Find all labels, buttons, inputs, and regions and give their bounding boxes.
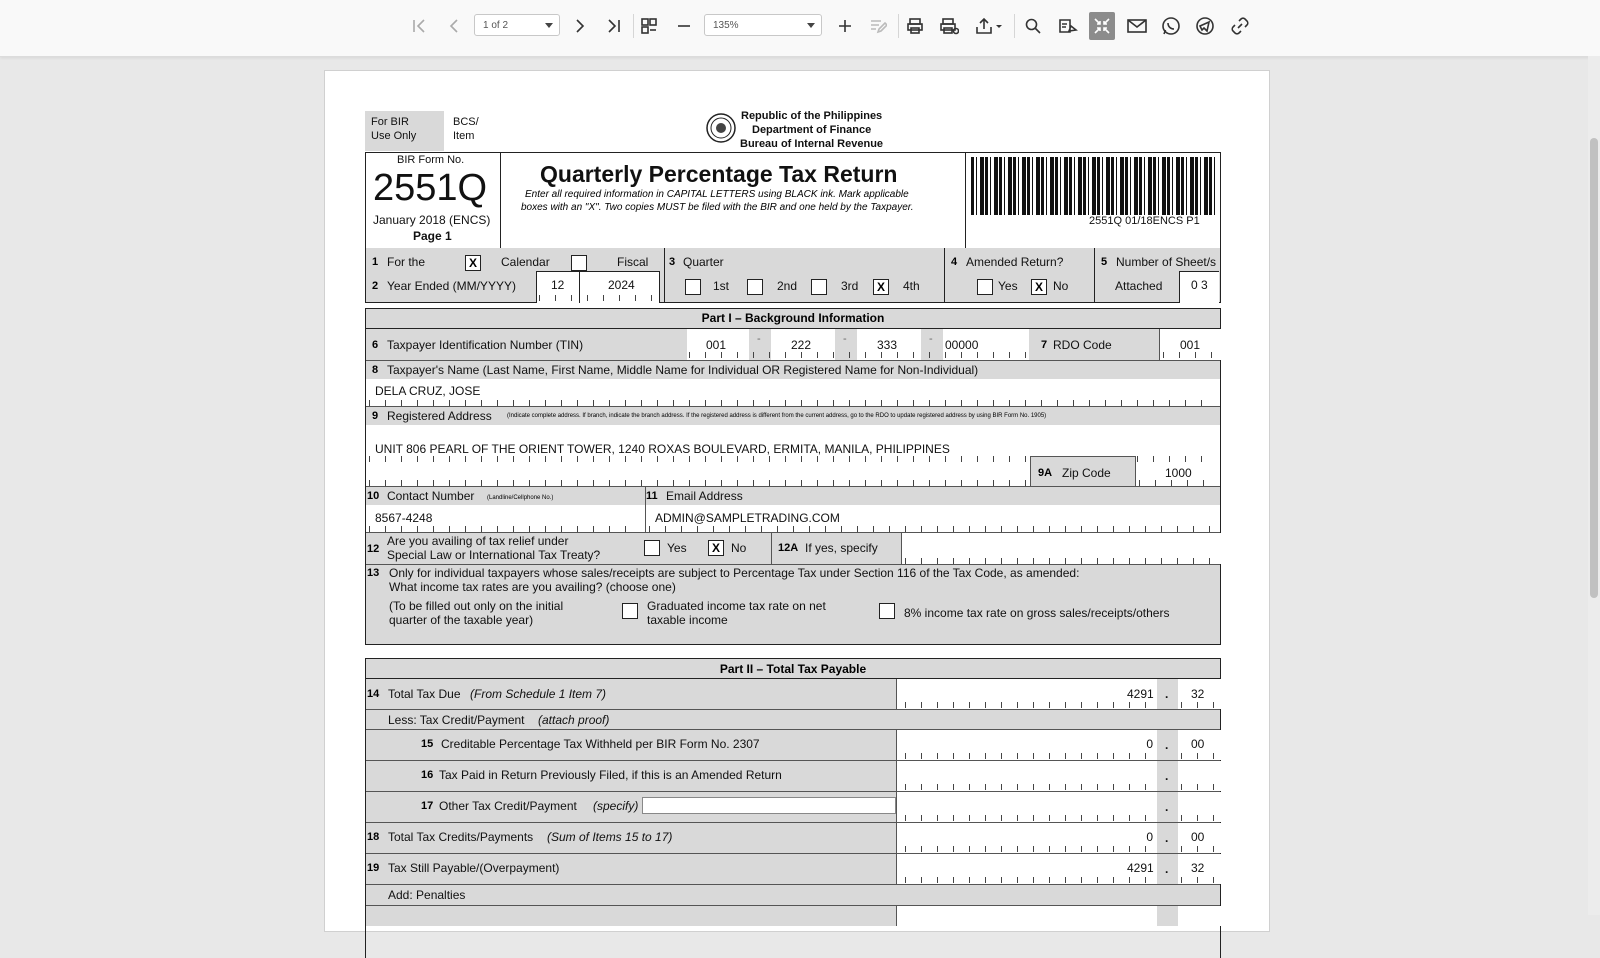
item-4-number: 4 <box>951 256 958 268</box>
instructions-line-1: Enter all required information in CAPITAL LETTERS using BLACK ink. Mark applicable <box>525 189 909 200</box>
item-10-number: 10 <box>367 490 380 502</box>
graduated-rate-label-line-2: taxable income <box>647 613 728 627</box>
for-bir-label: For BIR <box>371 116 409 128</box>
item-5-number: 5 <box>1101 256 1108 268</box>
zoom-out-icon[interactable] <box>672 12 696 40</box>
item-7-label: RDO Code <box>1053 338 1112 352</box>
item-17-note: (specify) <box>593 799 639 813</box>
thumbnails-icon[interactable] <box>637 12 661 40</box>
item-16-decimal-point: . <box>1165 769 1169 783</box>
item-3-number: 3 <box>669 256 676 268</box>
fit-page-icon[interactable] <box>1089 12 1115 40</box>
item-14-number: 14 <box>367 688 380 700</box>
month-value: 12 <box>551 278 565 292</box>
items-1-5-row <box>365 248 1221 303</box>
for-bir-use-box <box>365 111 444 151</box>
item-18-label: Total Tax Credits/Payments <box>388 830 534 844</box>
item-14-note: (From Schedule 1 Item 7) <box>470 687 607 701</box>
item-11-label: Email Address <box>666 489 743 503</box>
item-15-decimal-point: . <box>1165 738 1169 752</box>
republic-label: Republic of the Philippines <box>741 110 883 122</box>
tin-part-3: 333 <box>877 338 898 352</box>
item-15-number: 15 <box>421 738 434 750</box>
item-9a-label: Zip Code <box>1062 466 1111 480</box>
quarter-1st-checkbox[interactable] <box>685 279 701 295</box>
bureau-label: Bureau of Internal Revenue <box>740 138 884 150</box>
email-icon[interactable] <box>1124 12 1150 40</box>
calendar-checkbox[interactable]: X <box>465 255 481 271</box>
item-13-number: 13 <box>367 567 380 579</box>
attached-label: Attached <box>1115 279 1163 293</box>
tax-relief-yes-checkbox[interactable] <box>644 540 660 556</box>
item-17-label: Other Tax Credit/Payment <box>439 799 577 813</box>
vertical-scrollbar[interactable] <box>1588 56 1600 915</box>
item-12-label-line-2: Special Law or International Tax Treaty? <box>387 548 601 562</box>
item-17-number: 17 <box>421 800 434 812</box>
tax-relief-yes-label: Yes <box>667 541 687 555</box>
tin-part-2: 222 <box>791 338 812 352</box>
item-8-number: 8 <box>372 364 379 376</box>
scrollbar-thumb[interactable] <box>1590 138 1598 598</box>
part-1-title: Part I – Background Information <box>701 311 885 325</box>
item-14-amount-decimal: 32 <box>1191 687 1205 701</box>
registered-address-value: UNIT 806 PEARL OF THE ORIENT TOWER, 1240 ROXAS BOULEVARD, ERMITA, MANILA, PHILIPPINES <box>375 442 950 456</box>
item-8-label: Taxpayer's Name (Last Name, First Name, Middle Name for Individual OR Registered Name for Non-Individual) <box>387 363 979 377</box>
form-number: 2551Q <box>373 167 488 209</box>
item-3-label: Quarter <box>683 255 724 269</box>
item-19-decimal-point: . <box>1165 862 1169 876</box>
tin-dash-3: - <box>929 333 933 345</box>
tax-relief-no-label: No <box>731 541 747 555</box>
sheets-value: 0 3 <box>1191 278 1208 292</box>
quarter-2nd-checkbox[interactable] <box>747 279 763 295</box>
quarter-2nd-label: 2nd <box>777 279 798 293</box>
less-tax-credit-label: Less: Tax Credit/Payment <box>388 713 525 727</box>
item-14-amount-integer: 4291 <box>1127 687 1154 701</box>
print-options-icon[interactable] <box>936 12 962 40</box>
item-17-decimal-point: . <box>1165 800 1169 814</box>
item-5-label: Number of Sheet/s <box>1116 255 1217 269</box>
first-page-icon[interactable] <box>407 12 431 40</box>
item-12-label-line-1: Are you availing of tax relief under <box>387 534 569 548</box>
quarter-4th-checkbox[interactable]: X <box>873 279 889 295</box>
eight-percent-rate-checkbox[interactable] <box>879 603 895 619</box>
fiscal-checkbox[interactable] <box>571 255 587 271</box>
item-18-decimal-point: . <box>1165 831 1169 845</box>
item-6-number: 6 <box>372 339 379 351</box>
barcode <box>971 157 1215 215</box>
less-tax-credit-note: (attach proof) <box>538 713 610 727</box>
other-tax-credit-specify-input[interactable] <box>642 797 896 814</box>
item-18-amount-decimal: 00 <box>1191 830 1205 844</box>
instructions-line-2: boxes with an "X". Two copies MUST be filed with the BIR and one held by the Taxpayer. <box>521 202 914 213</box>
item-1-number: 1 <box>372 256 379 268</box>
use-only-label: Use Only <box>371 130 417 142</box>
item-19-label: Tax Still Payable/(Overpayment) <box>388 861 560 875</box>
item-18-amount-integer: 0 <box>1146 830 1153 844</box>
print-icon[interactable] <box>902 12 928 40</box>
item-14-label: Total Tax Due <box>388 687 461 701</box>
item-label: Item <box>453 130 475 142</box>
next-page-icon[interactable] <box>568 12 592 40</box>
item-13-label-line-1: Only for individual taxpayers whose sales/receipts are subject to Percentage Tax under Section 116 of the Tax Code, as amended: <box>389 566 1080 580</box>
quarter-3rd-checkbox[interactable] <box>811 279 827 295</box>
form-title: Quarterly Percentage Tax Return <box>540 161 898 187</box>
contact-number-value[interactable]: 8567-4248 <box>375 511 433 525</box>
eight-percent-rate-label: 8% income tax rate on gross sales/receipts/others <box>904 606 1170 620</box>
item-19-amount-decimal: 32 <box>1191 861 1205 875</box>
zoom-select-value: 135% <box>713 19 739 31</box>
item-15-label: Creditable Percentage Tax Withheld per BIR Form No. 2307 <box>441 737 760 751</box>
zoom-select[interactable] <box>704 14 822 36</box>
bir-seal-icon <box>706 113 736 143</box>
form-no-label: BIR Form No. <box>397 154 465 166</box>
item-13-label-line-2: What income tax rates are you availing? (choose one) <box>389 580 676 594</box>
amended-yes-label: Yes <box>998 279 1018 293</box>
item-18-note: (Sum of Items 15 to 17) <box>547 830 673 844</box>
department-label: Department of Finance <box>752 124 872 136</box>
taxpayer-name-value: DELA CRUZ, JOSE <box>375 384 481 398</box>
zoom-in-icon[interactable] <box>833 12 857 40</box>
edit-form-icon[interactable] <box>866 12 890 40</box>
item-9-note: (Indicate complete address. If branch, indicate the branch address. If the registered address is different from the current address, go to the RDO to update registered address by using BIR Form No. 1905) <box>507 413 1047 419</box>
item-14-decimal-point: . <box>1165 687 1169 701</box>
quarter-3rd-label: 3rd <box>841 279 859 293</box>
item-15-amount-decimal: 00 <box>1191 737 1205 751</box>
item-15-amount-integer: 0 <box>1146 737 1153 751</box>
page-select[interactable] <box>474 14 560 36</box>
share-export-icon[interactable] <box>972 12 1006 40</box>
year-value: 2024 <box>608 278 635 292</box>
item-9-number: 9 <box>372 410 379 422</box>
part-2-title: Part II – Total Tax Payable <box>719 662 867 676</box>
last-page-icon[interactable] <box>602 12 626 40</box>
add-penalties-label: Add: Penalties <box>388 888 466 902</box>
tin-part-4: 00000 <box>945 338 979 352</box>
bcs-label: BCS/ <box>453 116 479 128</box>
quarter-4th-label: 4th <box>903 279 920 293</box>
item-11-number: 11 <box>646 490 658 502</box>
item-12-number: 12 <box>367 543 380 555</box>
item-12a-label: If yes, specify <box>805 541 878 555</box>
previous-page-icon[interactable] <box>442 12 466 40</box>
item-2-label: Year Ended (MM/YYYY) <box>387 279 516 293</box>
graduated-rate-checkbox[interactable] <box>622 603 638 619</box>
item-6-label: Taxpayer Identification Number (TIN) <box>387 338 584 352</box>
amended-yes-checkbox[interactable] <box>977 279 993 295</box>
quarter-1st-label: 1st <box>713 279 730 293</box>
page-select-value: 1 of 2 <box>483 19 509 31</box>
item-16-number: 16 <box>421 769 434 781</box>
item-18-number: 18 <box>367 831 380 843</box>
document-page <box>324 70 1270 932</box>
copy-link-icon[interactable] <box>1227 12 1253 40</box>
item-2-number: 2 <box>372 280 379 292</box>
item-16-label: Tax Paid in Return Previously Filed, if this is an Amended Return <box>439 768 782 782</box>
calendar-label: Calendar <box>501 255 550 269</box>
fiscal-label: Fiscal <box>617 255 649 269</box>
form-date: January 2018 (ENCS) <box>373 213 491 227</box>
item-7-number: 7 <box>1041 339 1048 351</box>
tin-dash-2: - <box>843 333 847 345</box>
tin-part-1: 001 <box>706 338 727 352</box>
telegram-icon[interactable] <box>1192 12 1218 40</box>
graduated-rate-label-line-1: Graduated income tax rate on net <box>647 599 826 613</box>
item-10-note: (Landline/Cellphone No.) <box>487 495 554 501</box>
item-9a-number: 9A <box>1038 467 1053 479</box>
item-10-label: Contact Number <box>387 489 475 503</box>
tin-dash-1: - <box>757 333 761 345</box>
rdo-code-value: 001 <box>1180 338 1201 352</box>
item-4-label: Amended Return? <box>966 255 1064 269</box>
email-address-value[interactable]: ADMIN@SAMPLETRADING.COM <box>655 511 840 525</box>
item-19-amount-integer: 4291 <box>1127 861 1154 875</box>
item-9-label: Registered Address <box>387 409 492 423</box>
page-label: Page 1 <box>413 229 452 243</box>
search-icon[interactable] <box>1020 12 1046 40</box>
barcode-code: 2551Q 01/18ENCS P1 <box>1089 215 1200 227</box>
zip-code-value: 1000 <box>1165 466 1192 480</box>
pdf-toolbar <box>0 0 1600 57</box>
amended-no-label: No <box>1053 279 1069 293</box>
whatsapp-icon[interactable] <box>1158 12 1184 40</box>
amended-no-checkbox[interactable]: X <box>1031 279 1047 295</box>
item-13-note-line-1: (To be filled out only on the initial <box>389 599 564 613</box>
item-12a-number: 12A <box>778 542 799 554</box>
item-1-label: For the <box>387 255 426 269</box>
item-13-note-line-2: quarter of the taxable year) <box>389 613 534 627</box>
sign-document-icon[interactable] <box>1055 12 1081 40</box>
item-19-number: 19 <box>367 862 380 874</box>
tax-relief-no-checkbox[interactable]: X <box>708 540 724 556</box>
